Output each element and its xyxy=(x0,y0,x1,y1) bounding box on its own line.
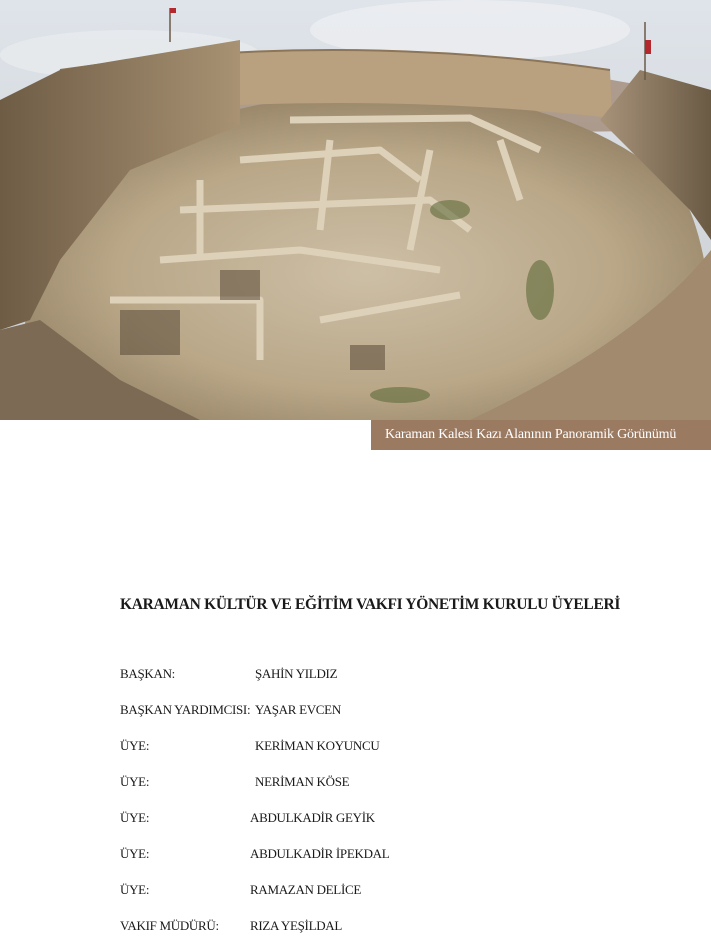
member-name: YAŞAR EVCEN xyxy=(255,702,341,717)
member-role: ÜYE: xyxy=(120,882,150,897)
member-row xyxy=(120,918,680,938)
member-role: BAŞKAN YARDIMCISI: xyxy=(120,702,251,717)
member-name: ŞAHİN YILDIZ xyxy=(255,666,338,681)
member-row xyxy=(120,666,680,686)
member-row xyxy=(120,738,680,758)
member-row xyxy=(120,882,680,902)
member-row xyxy=(120,810,680,830)
member-role: BAŞKAN: xyxy=(120,666,175,681)
photo-caption-box xyxy=(371,420,711,450)
member-name: ABDULKADİR GEYİK xyxy=(250,810,375,825)
castle-excavation-photo xyxy=(0,0,711,420)
member-name: ABDULKADİR İPEKDAL xyxy=(250,846,390,861)
member-role: VAKIF MÜDÜRÜ: xyxy=(120,918,219,933)
member-role: ÜYE: xyxy=(120,738,150,753)
board-title: KARAMAN KÜLTÜR VE EĞİTİM VAKFI YÖNETİM KURULU ÜYELERİ xyxy=(120,596,621,613)
member-row xyxy=(120,846,680,866)
photo-caption: Karaman Kalesi Kazı Alanının Panoramik Görünümü xyxy=(385,427,677,442)
member-role: ÜYE: xyxy=(120,774,150,789)
member-name: NERİMAN KÖSE xyxy=(255,774,350,789)
member-role: ÜYE: xyxy=(120,810,150,825)
member-name: RIZA YEŞİLDAL xyxy=(250,918,343,933)
member-name: RAMAZAN DELİCE xyxy=(250,882,361,897)
member-row xyxy=(120,774,680,794)
member-name: KERİMAN KOYUNCU xyxy=(255,738,380,753)
member-row xyxy=(120,702,680,722)
member-role: ÜYE: xyxy=(120,846,150,861)
castle-panorama-image xyxy=(0,0,711,420)
